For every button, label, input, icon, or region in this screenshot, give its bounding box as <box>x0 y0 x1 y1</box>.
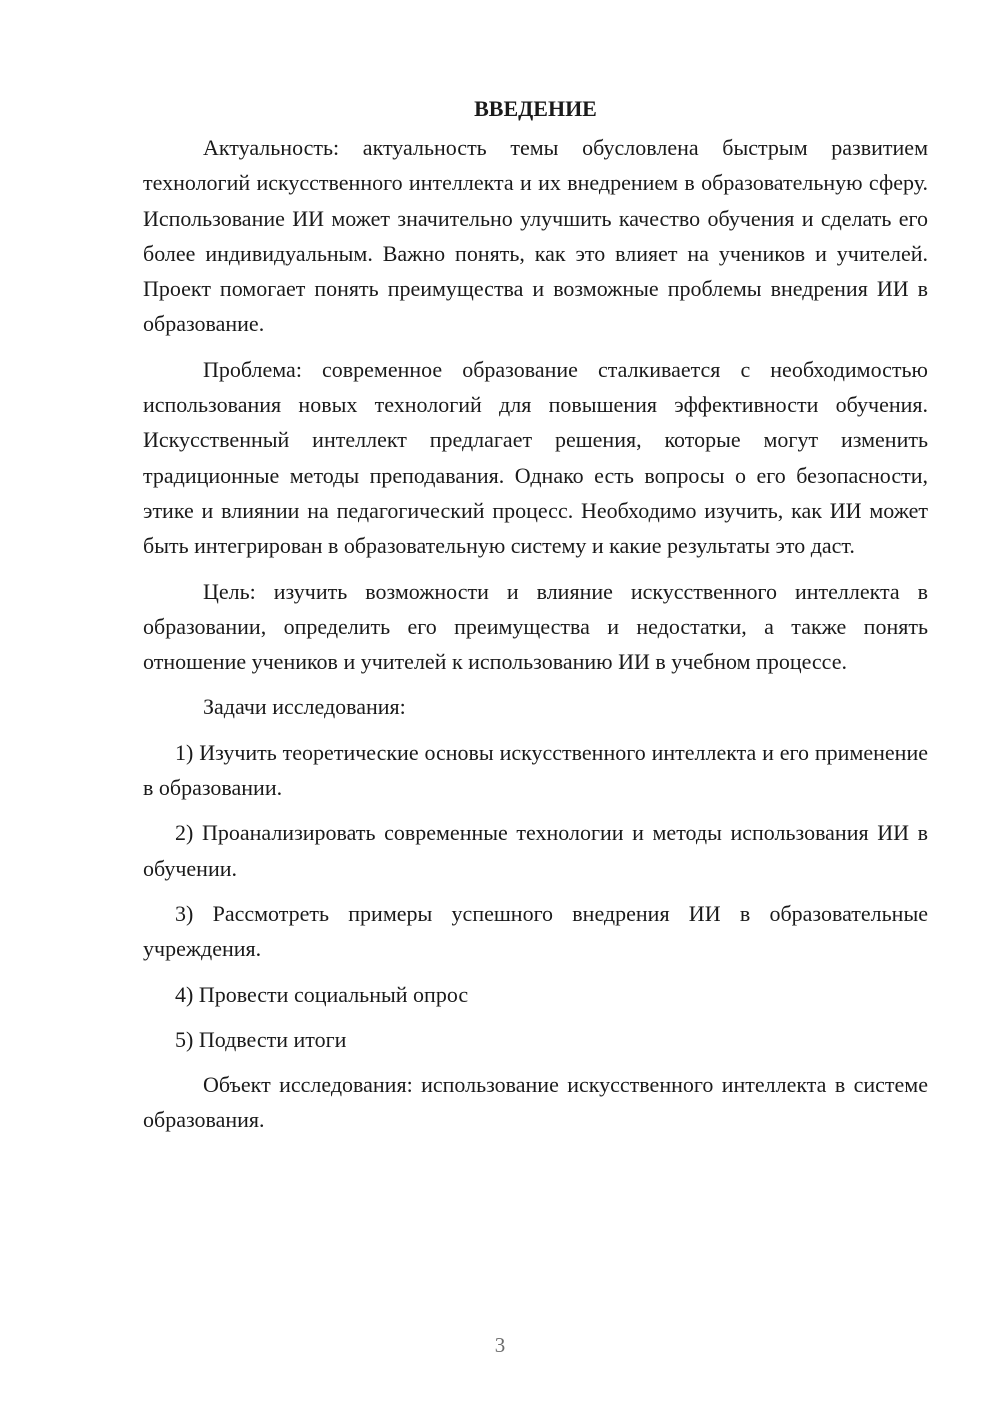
paragraph-problem: Проблема: современное образование сталкивается с необходимостью использования новых технологий для повышения эффективности обучения. Искусственный интеллект предлагает решения, которые могут изменить традиционные методы преподавания. Однако есть вопросы о его безопасности, этике и влиянии на педагогический процесс. Необходимо изучить, как ИИ может быть интегрирован в образовательную систему и какие результаты это даст. <box>143 356 928 559</box>
task-item-2: 2) Проанализировать современные технологии и методы использования ИИ в обучении. <box>143 820 928 881</box>
paragraph-goal: Цель: изучить возможности и влияние искусственного интеллекта в образовании, определить его преимущества и недостатки, а также понять отношение учеников и учителей к использованию ИИ в учебном процессе. <box>143 578 928 675</box>
task-item-5: 5) Подвести итоги <box>175 1026 347 1052</box>
document-title: ВВЕДЕНИЕ <box>474 96 597 121</box>
task-item-1: 1) Изучить теоретические основы искусственного интеллекта и его применение в образовании. <box>143 739 928 801</box>
document-page <box>143 92 928 1148</box>
tasks-heading: Задачи исследования: <box>203 694 406 720</box>
paragraph-relevance: Актуальность: актуальность темы обусловлена быстрым развитием технологий искусственного интеллекта и их внедрением в образовательную сферу. Использование ИИ может значительно улучшить качество обучения и сделать его более индивидуальным. Важно понять, как это влияет на учеников и учителей. Проект помогает понять преимущества и возможные проблемы внедрения ИИ в образование. <box>143 135 928 337</box>
task-item-4: 4) Провести социальный опрос <box>175 981 469 1007</box>
page-number: 3 <box>494 1333 506 1357</box>
task-item-3: 3) Рассмотреть примеры успешного внедрения ИИ в образовательные учреждения. <box>143 900 928 962</box>
paragraph-object: Объект исследования: использование искусственного интеллекта в системе образования. <box>143 1072 928 1133</box>
